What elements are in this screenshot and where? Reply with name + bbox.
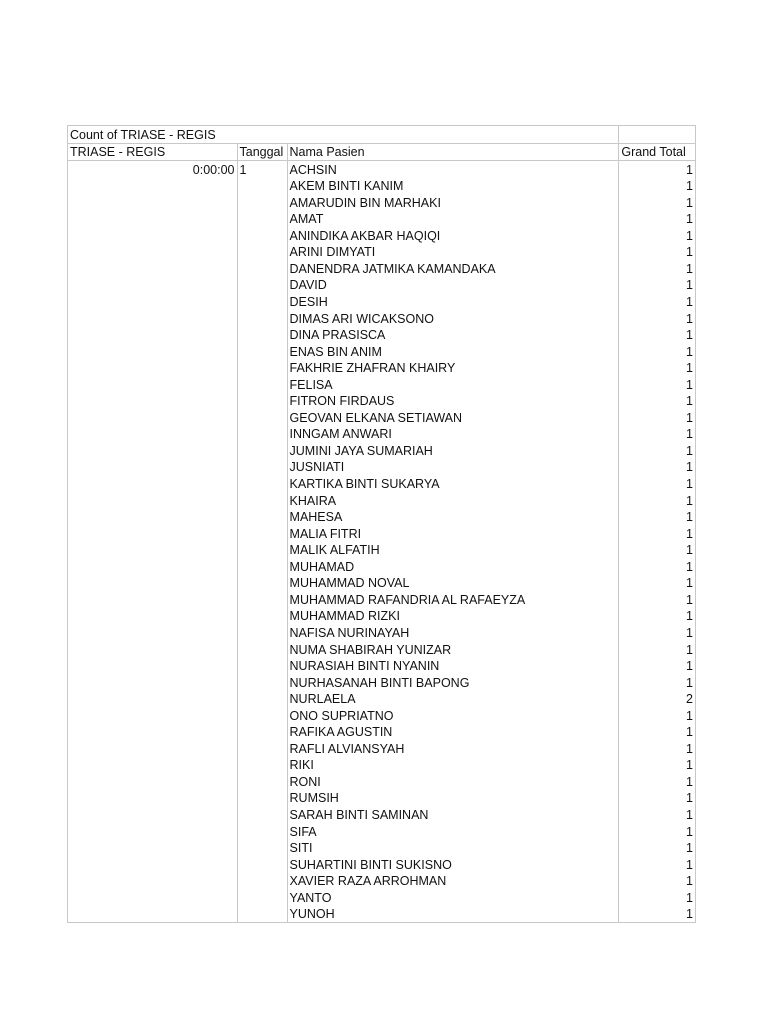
tanggal-cell[interactable] bbox=[237, 525, 287, 542]
table-row bbox=[68, 691, 696, 708]
grand-total-cell[interactable]: 1 bbox=[619, 310, 696, 327]
patient-name-cell[interactable]: MUHAMMAD RAFANDRIA AL RAFAEYZA bbox=[287, 591, 619, 608]
tanggal-cell[interactable] bbox=[237, 658, 287, 675]
tanggal-cell[interactable] bbox=[237, 509, 287, 526]
triase-time-cell[interactable] bbox=[68, 757, 238, 774]
grand-total-cell[interactable]: 1 bbox=[619, 674, 696, 691]
tanggal-cell[interactable] bbox=[237, 343, 287, 360]
table-row bbox=[68, 558, 696, 575]
triase-time-cell[interactable] bbox=[68, 856, 238, 873]
grand-total-cell[interactable]: 1 bbox=[619, 575, 696, 592]
triase-time-cell[interactable] bbox=[68, 393, 238, 410]
patient-name-cell[interactable]: DINA PRASISCA bbox=[287, 327, 619, 344]
header-grand-total[interactable]: Grand Total bbox=[619, 143, 696, 161]
patient-name-cell[interactable]: NURHASANAH BINTI BAPONG bbox=[287, 674, 619, 691]
tanggal-cell[interactable] bbox=[237, 293, 287, 310]
table-row bbox=[68, 856, 696, 873]
triase-time-cell[interactable] bbox=[68, 840, 238, 857]
tanggal-cell[interactable] bbox=[237, 393, 287, 410]
table-row bbox=[68, 906, 696, 923]
triase-time-cell[interactable] bbox=[68, 227, 238, 244]
table-row bbox=[68, 310, 696, 327]
patient-name-cell[interactable]: KHAIRA bbox=[287, 492, 619, 509]
grand-total-cell[interactable]: 1 bbox=[619, 360, 696, 377]
grand-total-cell[interactable]: 1 bbox=[619, 840, 696, 857]
grand-total-cell[interactable]: 1 bbox=[619, 459, 696, 476]
pivot-table-sheet bbox=[67, 125, 696, 923]
triase-time-cell[interactable] bbox=[68, 691, 238, 708]
table-row bbox=[68, 757, 696, 774]
triase-time-cell[interactable] bbox=[68, 773, 238, 790]
patient-name-cell[interactable]: MAHESA bbox=[287, 509, 619, 526]
grand-total-cell[interactable]: 1 bbox=[619, 376, 696, 393]
triase-time-cell[interactable] bbox=[68, 740, 238, 757]
patient-name-cell[interactable]: SITI bbox=[287, 840, 619, 857]
grand-total-cell[interactable]: 1 bbox=[619, 790, 696, 807]
patient-name-cell[interactable]: SUHARTINI BINTI SUKISNO bbox=[287, 856, 619, 873]
tanggal-cell[interactable] bbox=[237, 492, 287, 509]
pivot-table bbox=[67, 125, 696, 923]
header-nama-pasien[interactable]: Nama Pasien bbox=[287, 143, 619, 161]
triase-time-cell[interactable] bbox=[68, 823, 238, 840]
triase-time-cell[interactable] bbox=[68, 475, 238, 492]
table-row bbox=[68, 525, 696, 542]
patient-name-cell[interactable]: JUMINI JAYA SUMARIAH bbox=[287, 442, 619, 459]
triase-time-cell[interactable] bbox=[68, 492, 238, 509]
grand-total-cell[interactable]: 1 bbox=[619, 608, 696, 625]
table-row bbox=[68, 178, 696, 195]
tanggal-cell[interactable] bbox=[237, 724, 287, 741]
grand-total-cell[interactable]: 1 bbox=[619, 558, 696, 575]
patient-name-cell[interactable]: DIMAS ARI WICAKSONO bbox=[287, 310, 619, 327]
triase-time-cell[interactable] bbox=[68, 442, 238, 459]
patient-name-cell[interactable]: NURASIAH BINTI NYANIN bbox=[287, 658, 619, 675]
title-empty-cell[interactable] bbox=[619, 126, 696, 144]
grand-total-cell[interactable]: 1 bbox=[619, 740, 696, 757]
tanggal-cell[interactable] bbox=[237, 558, 287, 575]
tanggal-cell[interactable] bbox=[237, 442, 287, 459]
grand-total-cell[interactable]: 1 bbox=[619, 442, 696, 459]
triase-time-cell[interactable] bbox=[68, 575, 238, 592]
grand-total-cell[interactable]: 1 bbox=[619, 823, 696, 840]
table-row bbox=[68, 244, 696, 261]
triase-time-cell[interactable] bbox=[68, 591, 238, 608]
tanggal-cell[interactable] bbox=[237, 244, 287, 261]
pivot-title[interactable]: Count of TRIASE - REGIS bbox=[68, 126, 619, 144]
tanggal-cell[interactable] bbox=[237, 823, 287, 840]
table-row bbox=[68, 724, 696, 741]
tanggal-cell[interactable] bbox=[237, 194, 287, 211]
table-row bbox=[68, 873, 696, 890]
triase-time-cell[interactable] bbox=[68, 376, 238, 393]
grand-total-cell[interactable]: 1 bbox=[619, 624, 696, 641]
triase-time-cell[interactable] bbox=[68, 674, 238, 691]
patient-name-cell[interactable]: ARINI DIMYATI bbox=[287, 244, 619, 261]
table-row bbox=[68, 293, 696, 310]
patient-name-cell[interactable]: MUHAMMAD NOVAL bbox=[287, 575, 619, 592]
triase-time-cell[interactable] bbox=[68, 310, 238, 327]
grand-total-cell[interactable]: 1 bbox=[619, 343, 696, 360]
grand-total-cell[interactable]: 1 bbox=[619, 707, 696, 724]
header-triase-regis[interactable]: TRIASE - REGIS bbox=[68, 143, 238, 161]
triase-time-cell[interactable] bbox=[68, 343, 238, 360]
triase-time-cell[interactable] bbox=[68, 178, 238, 195]
triase-time-cell[interactable] bbox=[68, 806, 238, 823]
table-row bbox=[68, 840, 696, 857]
patient-name-cell[interactable]: NUMA SHABIRAH YUNIZAR bbox=[287, 641, 619, 658]
patient-name-cell[interactable]: FELISA bbox=[287, 376, 619, 393]
triase-time-cell[interactable] bbox=[68, 277, 238, 294]
table-row bbox=[68, 161, 696, 178]
tanggal-cell[interactable] bbox=[237, 178, 287, 195]
triase-time-cell[interactable] bbox=[68, 211, 238, 228]
table-row bbox=[68, 806, 696, 823]
grand-total-cell[interactable]: 1 bbox=[619, 773, 696, 790]
grand-total-cell[interactable]: 1 bbox=[619, 889, 696, 906]
patient-name-cell[interactable]: AMAT bbox=[287, 211, 619, 228]
table-row bbox=[68, 277, 696, 294]
grand-total-cell[interactable]: 1 bbox=[619, 178, 696, 195]
tanggal-cell[interactable] bbox=[237, 542, 287, 559]
tanggal-cell[interactable] bbox=[237, 740, 287, 757]
patient-name-cell[interactable]: INNGAM ANWARI bbox=[287, 426, 619, 443]
table-row bbox=[68, 509, 696, 526]
patient-name-cell[interactable]: RAFIKA AGUSTIN bbox=[287, 724, 619, 741]
table-row bbox=[68, 591, 696, 608]
tanggal-cell[interactable] bbox=[237, 426, 287, 443]
patient-name-cell[interactable]: GEOVAN ELKANA SETIAWAN bbox=[287, 409, 619, 426]
table-row bbox=[68, 360, 696, 377]
table-row bbox=[68, 740, 696, 757]
patient-name-cell[interactable]: ONO SUPRIATNO bbox=[287, 707, 619, 724]
table-row bbox=[68, 575, 696, 592]
triase-time-cell[interactable] bbox=[68, 293, 238, 310]
triase-time-cell[interactable] bbox=[68, 707, 238, 724]
triase-time-cell[interactable] bbox=[68, 889, 238, 906]
patient-name-cell[interactable]: ANINDIKA AKBAR HAQIQI bbox=[287, 227, 619, 244]
pivot-title-row bbox=[68, 126, 696, 144]
patient-name-cell[interactable]: MUHAMAD bbox=[287, 558, 619, 575]
patient-name-cell[interactable]: FAKHRIE ZHAFRAN KHAIRY bbox=[287, 360, 619, 377]
patient-name-cell[interactable]: ACHSIN bbox=[287, 161, 619, 178]
grand-total-cell[interactable]: 1 bbox=[619, 327, 696, 344]
patient-name-cell[interactable]: RUMSIH bbox=[287, 790, 619, 807]
triase-time-cell[interactable] bbox=[68, 360, 238, 377]
triase-time-cell[interactable] bbox=[68, 608, 238, 625]
grand-total-cell[interactable]: 1 bbox=[619, 277, 696, 294]
tanggal-cell[interactable] bbox=[237, 211, 287, 228]
patient-name-cell[interactable]: RONI bbox=[287, 773, 619, 790]
patient-name-cell[interactable]: DAVID bbox=[287, 277, 619, 294]
tanggal-cell[interactable] bbox=[237, 757, 287, 774]
triase-time-cell[interactable] bbox=[68, 327, 238, 344]
triase-time-cell[interactable] bbox=[68, 244, 238, 261]
patient-name-cell[interactable]: FITRON FIRDAUS bbox=[287, 393, 619, 410]
patient-name-cell[interactable]: MUHAMMAD RIZKI bbox=[287, 608, 619, 625]
patient-name-cell[interactable]: NURLAELA bbox=[287, 691, 619, 708]
grand-total-cell[interactable]: 1 bbox=[619, 211, 696, 228]
triase-time-cell[interactable] bbox=[68, 459, 238, 476]
grand-total-cell[interactable]: 1 bbox=[619, 856, 696, 873]
patient-name-cell[interactable]: RAFLI ALVIANSYAH bbox=[287, 740, 619, 757]
table-row bbox=[68, 426, 696, 443]
patient-name-cell[interactable]: SARAH BINTI SAMINAN bbox=[287, 806, 619, 823]
table-row bbox=[68, 658, 696, 675]
grand-total-cell[interactable]: 1 bbox=[619, 509, 696, 526]
tanggal-cell[interactable] bbox=[237, 641, 287, 658]
tanggal-cell[interactable] bbox=[237, 873, 287, 890]
grand-total-cell[interactable]: 1 bbox=[619, 244, 696, 261]
grand-total-cell[interactable]: 1 bbox=[619, 393, 696, 410]
table-row bbox=[68, 211, 696, 228]
patient-name-cell[interactable]: MALIK ALFATIH bbox=[287, 542, 619, 559]
tanggal-cell[interactable] bbox=[237, 260, 287, 277]
triase-time-cell[interactable] bbox=[68, 724, 238, 741]
grand-total-cell[interactable]: 1 bbox=[619, 806, 696, 823]
table-row bbox=[68, 194, 696, 211]
patient-name-cell[interactable]: AKEM BINTI KANIM bbox=[287, 178, 619, 195]
table-row bbox=[68, 624, 696, 641]
tanggal-cell[interactable] bbox=[237, 327, 287, 344]
tanggal-cell[interactable] bbox=[237, 624, 287, 641]
triase-time-cell[interactable] bbox=[68, 790, 238, 807]
grand-total-cell[interactable]: 1 bbox=[619, 591, 696, 608]
table-row bbox=[68, 492, 696, 509]
triase-time-cell[interactable] bbox=[68, 558, 238, 575]
grand-total-cell[interactable]: 1 bbox=[619, 525, 696, 542]
table-row bbox=[68, 889, 696, 906]
tanggal-cell[interactable] bbox=[237, 906, 287, 923]
table-row bbox=[68, 542, 696, 559]
table-row bbox=[68, 773, 696, 790]
patient-name-cell[interactable]: ENAS BIN ANIM bbox=[287, 343, 619, 360]
table-row bbox=[68, 393, 696, 410]
patient-name-cell[interactable]: AMARUDIN BIN MARHAKI bbox=[287, 194, 619, 211]
triase-time-cell[interactable] bbox=[68, 658, 238, 675]
patient-name-cell[interactable]: DANENDRA JATMIKA KAMANDAKA bbox=[287, 260, 619, 277]
patient-name-cell[interactable]: YUNOH bbox=[287, 906, 619, 923]
tanggal-cell[interactable] bbox=[237, 277, 287, 294]
triase-time-cell[interactable] bbox=[68, 194, 238, 211]
grand-total-cell[interactable]: 1 bbox=[619, 194, 696, 211]
triase-time-cell[interactable] bbox=[68, 641, 238, 658]
grand-total-cell[interactable]: 1 bbox=[619, 227, 696, 244]
patient-name-cell[interactable]: MALIA FITRI bbox=[287, 525, 619, 542]
triase-time-cell[interactable] bbox=[68, 624, 238, 641]
table-row bbox=[68, 442, 696, 459]
table-row bbox=[68, 608, 696, 625]
grand-total-cell[interactable]: 1 bbox=[619, 641, 696, 658]
grand-total-cell[interactable]: 1 bbox=[619, 475, 696, 492]
table-row bbox=[68, 343, 696, 360]
grand-total-cell[interactable]: 1 bbox=[619, 426, 696, 443]
tanggal-cell[interactable] bbox=[237, 409, 287, 426]
triase-time-cell[interactable] bbox=[68, 873, 238, 890]
triase-time-cell[interactable] bbox=[68, 509, 238, 526]
grand-total-cell[interactable]: 1 bbox=[619, 542, 696, 559]
tanggal-cell[interactable] bbox=[237, 227, 287, 244]
grand-total-cell[interactable]: 1 bbox=[619, 293, 696, 310]
grand-total-cell[interactable]: 2 bbox=[619, 691, 696, 708]
table-row bbox=[68, 674, 696, 691]
patient-name-cell[interactable]: RIKI bbox=[287, 757, 619, 774]
tanggal-cell[interactable] bbox=[237, 459, 287, 476]
triase-time-cell[interactable]: 0:00:00 bbox=[68, 161, 238, 178]
tanggal-cell[interactable] bbox=[237, 889, 287, 906]
tanggal-cell[interactable] bbox=[237, 840, 287, 857]
patient-name-cell[interactable]: KARTIKA BINTI SUKARYA bbox=[287, 475, 619, 492]
grand-total-cell[interactable]: 1 bbox=[619, 161, 696, 178]
table-row bbox=[68, 707, 696, 724]
tanggal-cell[interactable] bbox=[237, 575, 287, 592]
tanggal-cell[interactable] bbox=[237, 591, 287, 608]
triase-time-cell[interactable] bbox=[68, 542, 238, 559]
table-row bbox=[68, 823, 696, 840]
patient-name-cell[interactable]: YANTO bbox=[287, 889, 619, 906]
triase-time-cell[interactable] bbox=[68, 260, 238, 277]
table-row bbox=[68, 227, 696, 244]
tanggal-cell[interactable] bbox=[237, 790, 287, 807]
table-row bbox=[68, 459, 696, 476]
table-row bbox=[68, 327, 696, 344]
grand-total-cell[interactable]: 1 bbox=[619, 492, 696, 509]
tanggal-cell[interactable]: 1 bbox=[237, 161, 287, 178]
tanggal-cell[interactable] bbox=[237, 856, 287, 873]
grand-total-cell[interactable]: 1 bbox=[619, 757, 696, 774]
patient-name-cell[interactable]: SIFA bbox=[287, 823, 619, 840]
grand-total-cell[interactable]: 1 bbox=[619, 409, 696, 426]
triase-time-cell[interactable] bbox=[68, 409, 238, 426]
tanggal-cell[interactable] bbox=[237, 691, 287, 708]
table-row bbox=[68, 790, 696, 807]
header-tanggal[interactable]: Tanggal bbox=[237, 143, 287, 161]
tanggal-cell[interactable] bbox=[237, 310, 287, 327]
grand-total-cell[interactable]: 1 bbox=[619, 906, 696, 923]
grand-total-cell[interactable]: 1 bbox=[619, 873, 696, 890]
tanggal-cell[interactable] bbox=[237, 773, 287, 790]
grand-total-cell[interactable]: 1 bbox=[619, 260, 696, 277]
grand-total-cell[interactable]: 1 bbox=[619, 658, 696, 675]
table-row bbox=[68, 409, 696, 426]
tanggal-cell[interactable] bbox=[237, 674, 287, 691]
tanggal-cell[interactable] bbox=[237, 360, 287, 377]
tanggal-cell[interactable] bbox=[237, 376, 287, 393]
grand-total-cell[interactable]: 1 bbox=[619, 724, 696, 741]
table-row bbox=[68, 641, 696, 658]
triase-time-cell[interactable] bbox=[68, 426, 238, 443]
tanggal-cell[interactable] bbox=[237, 806, 287, 823]
patient-name-cell[interactable]: DESIH bbox=[287, 293, 619, 310]
patient-name-cell[interactable]: JUSNIATI bbox=[287, 459, 619, 476]
patient-name-cell[interactable]: XAVIER RAZA ARROHMAN bbox=[287, 873, 619, 890]
table-row bbox=[68, 260, 696, 277]
table-row bbox=[68, 475, 696, 492]
table-row bbox=[68, 376, 696, 393]
triase-time-cell[interactable] bbox=[68, 906, 238, 923]
tanggal-cell[interactable] bbox=[237, 707, 287, 724]
patient-name-cell[interactable]: NAFISA NURINAYAH bbox=[287, 624, 619, 641]
pivot-header-row bbox=[68, 143, 696, 161]
tanggal-cell[interactable] bbox=[237, 608, 287, 625]
triase-time-cell[interactable] bbox=[68, 525, 238, 542]
tanggal-cell[interactable] bbox=[237, 475, 287, 492]
